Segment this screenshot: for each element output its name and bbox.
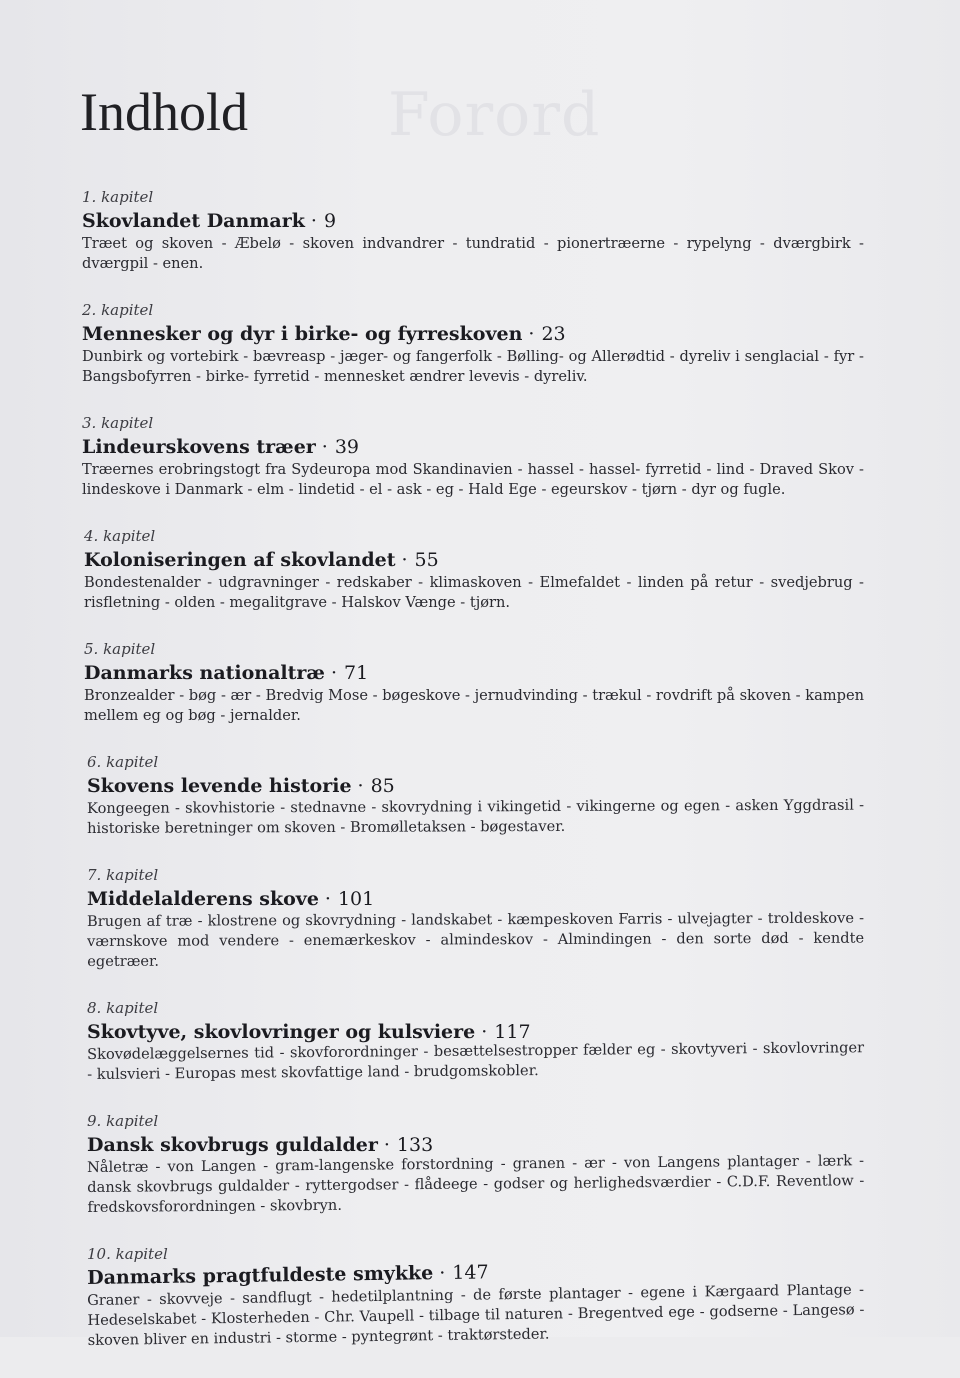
chapter-label: 7. kapitel — [87, 866, 159, 884]
chapter-label: 3. kapitel — [82, 414, 154, 432]
page-number: 85 — [370, 775, 395, 797]
page-number: 9 — [323, 210, 337, 232]
chapter-description: Dunbirk og vortebirk - bævreasp - jæger- og fangerfolk - Bølling- og Allerødtid - dyreliv i senglacial - fyr - Bangsbofyrren - birke- fyrretid - mennesket ændrer levevis - dyreliv. — [82, 348, 864, 385]
chapter-label: 10. kapitel — [87, 1245, 168, 1263]
chapter-label: 2. kapitel — [82, 301, 154, 319]
separator-dot: · — [383, 1134, 390, 1156]
show-through-text: Forord — [388, 80, 601, 150]
page-number: 133 — [396, 1134, 434, 1156]
chapter-title: Middelalderens skove — [87, 888, 319, 910]
page-title: Indhold — [80, 82, 248, 142]
chapter-label: 9. kapitel — [87, 1112, 159, 1130]
separator-dot: · — [330, 662, 337, 684]
chapter-label: 4. kapitel — [84, 527, 156, 545]
chapter-title: Lindeurskovens træer — [82, 436, 316, 458]
chapter-heading — [82, 210, 864, 232]
toc-entry — [82, 188, 864, 274]
toc-entry — [87, 1245, 864, 1351]
toc-entry — [82, 414, 864, 500]
chapter-title: Danmarks nationaltræ — [84, 662, 325, 684]
chapter-label: 6. kapitel — [87, 753, 159, 771]
chapter-heading — [82, 436, 864, 458]
chapter-title: Skovlandet Danmark — [82, 210, 305, 232]
separator-dot: · — [321, 436, 328, 458]
chapter-title: Dansk skovbrugs guldalder — [87, 1134, 378, 1156]
toc-entry — [87, 866, 864, 972]
chapter-heading — [87, 888, 864, 910]
chapter-description: Graner - skovveje - sandflugt - hedetilplantning - de første plantager - egene i Kærgaard Plantage - Hedeselskabet - Klosterheden - Chr. Vaupell - tilbage til naturen - Bregentved ege - godserne - Langesø - skoven bliver en industri - storme - pyntegrønt - traktørsteder. — [87, 1281, 865, 1349]
chapter-label: 5. kapitel — [84, 640, 156, 658]
chapter-title: Koloniseringen af skovlandet — [84, 549, 396, 571]
chapter-title: Mennesker og dyr i birke- og fyrreskoven — [82, 323, 523, 345]
chapter-heading — [84, 549, 864, 571]
chapter-description: Kongeegen - skovhistorie - stednavne - skovrydning i vikingetid - vikingerne og egen - asken Yggdrasil - historiske beretninger om skoven - Bromølletaksen - bøgestaver. — [87, 796, 865, 837]
separator-dot: · — [401, 549, 408, 571]
page-number: 71 — [344, 662, 369, 684]
toc-entry — [87, 999, 864, 1085]
chapter-heading — [84, 662, 864, 684]
chapter-title: Skovens levende historie — [87, 775, 352, 797]
chapter-description: Bondestenalder - udgravninger - redskaber - klimaskoven - Elmefaldet - linden på retur - svedjebrug - risfletning - olden - megalitgrave - Halskov Vænge - tjørn. — [84, 574, 864, 611]
page-number: 23 — [541, 323, 566, 345]
separator-dot: · — [481, 1021, 488, 1043]
chapter-description: Træernes erobringstogt fra Sydeuropa mod Skandinavien - hassel - hassel- fyrretid - lind - Draved Skov - lindeskove i Danmark - elm - lindetid - el - ask - eg - Hald Ege - egeurskov - tjørn - dyr og fugle. — [82, 461, 864, 498]
page-number: 117 — [494, 1021, 531, 1043]
toc-entry — [87, 753, 864, 839]
page-number: 55 — [414, 549, 439, 571]
table-of-contents — [82, 188, 864, 1378]
separator-dot: · — [324, 888, 331, 910]
toc-entry — [84, 640, 864, 726]
chapter-title: Skovtyve, skovlovringer og kulsviere — [87, 1021, 476, 1043]
separator-dot: · — [357, 775, 364, 797]
chapter-heading — [82, 323, 864, 345]
chapter-description: Brugen af træ - klostrene og skovrydning - landskabet - kæmpeskoven Farris - ulvejagter - troldeskove - værnskove mod vendere - enemærkeskov - almindeskov - Almindingen - den sorte død - kendte egetræer. — [87, 909, 865, 970]
toc-entry — [82, 301, 864, 387]
chapter-label: 8. kapitel — [87, 999, 159, 1017]
chapter-heading — [87, 775, 864, 797]
separator-dot: · — [439, 1261, 446, 1285]
page-number: 39 — [334, 436, 360, 458]
toc-entry — [84, 527, 864, 613]
chapter-label: 1. kapitel — [82, 188, 154, 206]
page-number: 147 — [452, 1261, 489, 1284]
chapter-description: Bronzealder - bøg - ær - Bredvig Mose - bøgeskove - jernudvinding - trækul - rovdrift på skoven - kampen mellem eg og bøg - jernalder. — [84, 687, 864, 724]
chapter-title: Danmarks pragtfuldeste smykke — [87, 1262, 434, 1289]
chapter-description: Træet og skoven - Æbelø - skoven indvandrer - tundratid - pionertræerne - rypelyng - dværgbirk - dværgpil - enen. — [82, 235, 864, 272]
chapter-description: Nåletræ - von Langen - gram-langenske forstordning - granen - ær - von Langens plantager - lærk - dansk skovbrugs guldalder - ryttergodser - flådeege - godser og herlighedsværdier - C.D.F. Reventlow - fredskovsforordningen - skovbryn. — [87, 1152, 865, 1216]
separator-dot: · — [310, 210, 317, 232]
chapter-description: Skovødelæggelsernes tid - skovforordninger - besættelsestropper fælder eg - skovtyveri - skovlovringer - kulsvieri - Europas mest skovfattige land - brudgomskobler. — [87, 1039, 865, 1083]
page-number: 101 — [337, 888, 375, 910]
separator-dot: · — [528, 323, 535, 345]
toc-entry — [87, 1112, 864, 1218]
